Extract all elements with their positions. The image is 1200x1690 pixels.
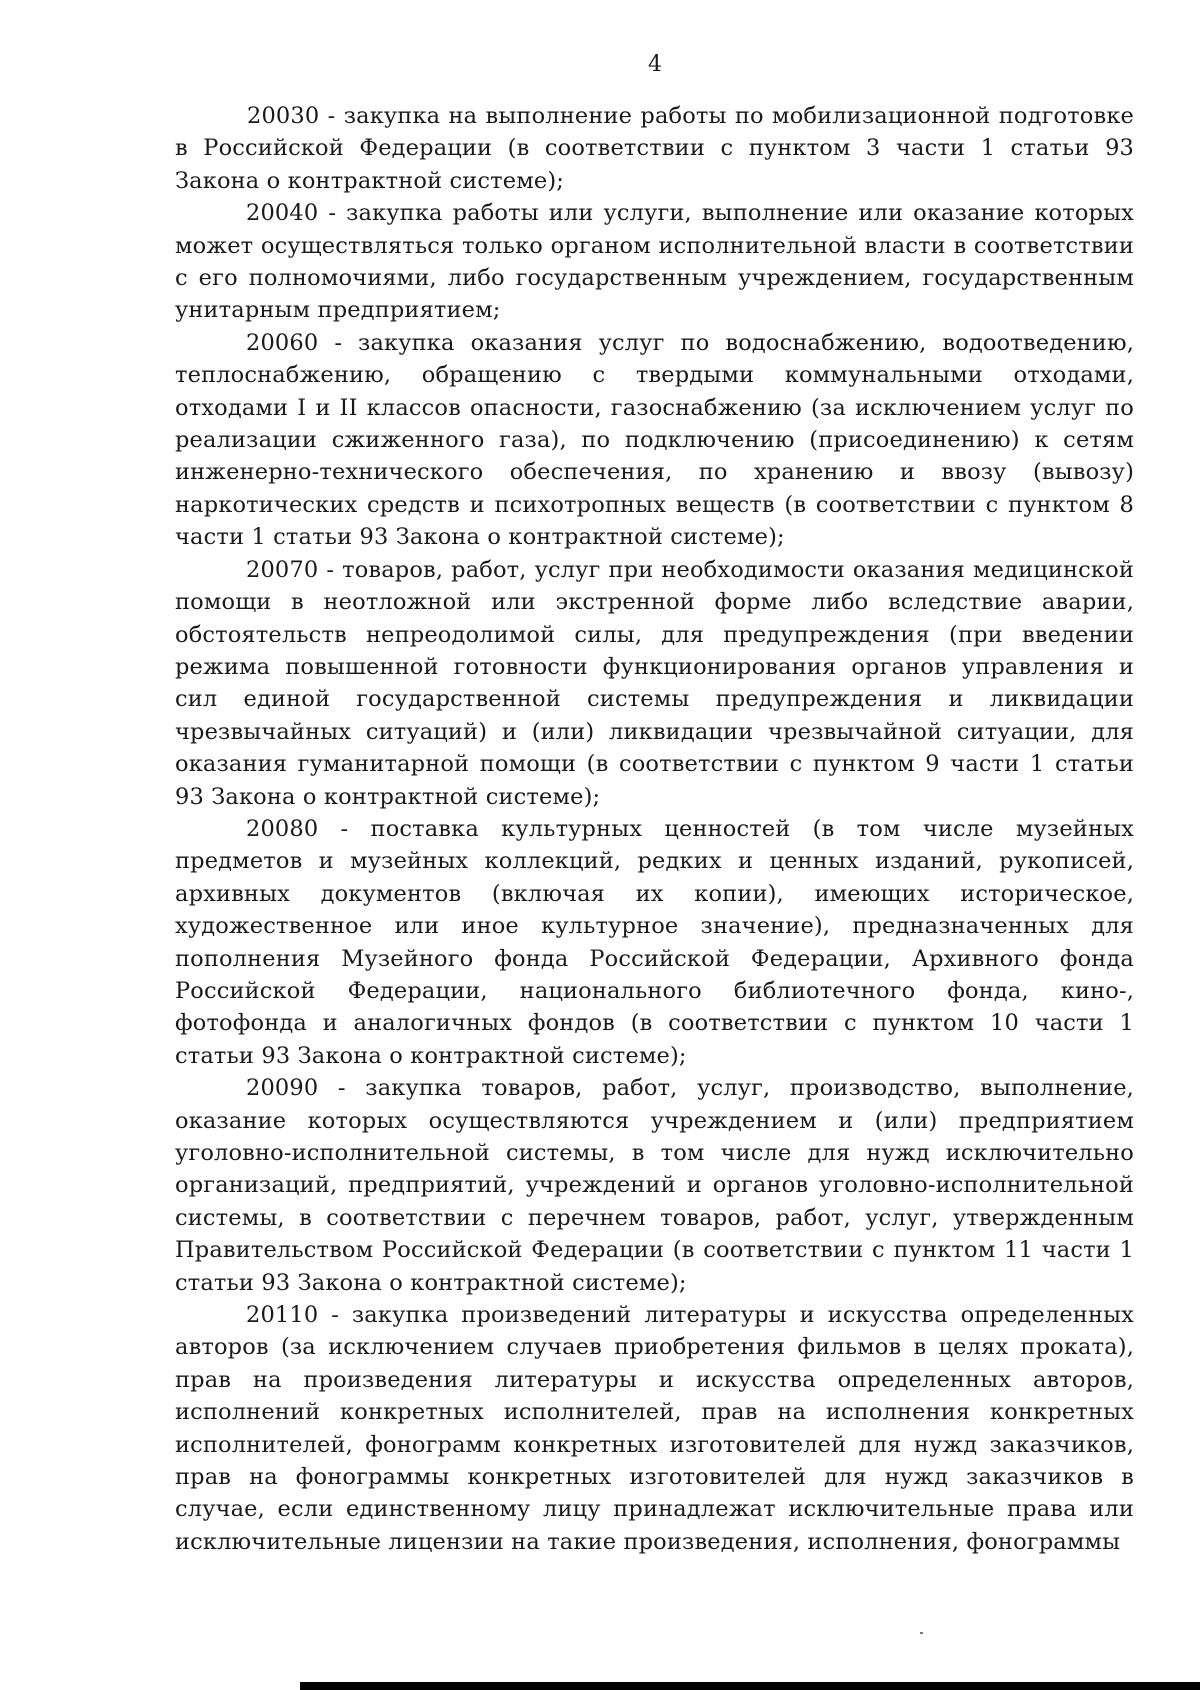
document-body [175,100,1134,1558]
paragraph-20080: 20080 - поставка культурных ценностей (в том числе музейных предметов и музейных коллекций, редких и ценных изданий, рукописей, архивных документов (включая их копии), имеющих историческое, художественное или иное культурное значение), предназначенных для пополнения Музейного фонда Российской Федерации, Архивного фонда Российской Федерации, национального библиотечного фонда, кино-, фотофонда и аналогичных фондов (в соответствии с пунктом 10 части 1 статьи 93 Закона о контрактной системе); [175,815,1134,1069]
scan-speck [920,1632,923,1634]
page-number: 4 [648,52,662,77]
paragraph-20040: 20040 - закупка работы или услуги, выполнение или оказание которых может осуществляться только органом исполнительной власти в соответствии с его полномочиями, либо государственным учреждением, государственным унитарным предприятием; [175,200,1134,324]
paragraph-20070: 20070 - товаров, работ, услуг при необходимости оказания медицинской помощи в неотложной или экстренной форме либо вследствие аварии, обстоятельств непреодолимой силы, для предупреждения (при введении режима повышенной готовности функционирования органов управления и сил единой государственной системы предупреждения и ликвидации чрезвычайных ситуаций) и (или) ликвидации чрезвычайной ситуации, для оказания гуманитарной помощи (в соответствии с пунктом 9 части 1 статьи 93 Закона о контрактной системе); [175,556,1134,810]
scan-bottom-edge [300,1682,1200,1690]
paragraph-20060: 20060 - закупка оказания услуг по водоснабжению, водоотведению, теплоснабжению, обращению с твердыми коммунальными отходами, отходами I и II классов опасности, газоснабжению (за исключением услуг по реализации сжиженного газа), по подключению (присоединению) к сетям инженерно-технического обеспечения, по хранению и ввозу (вывозу) наркотических средств и психотропных веществ (в соответствии с пунктом 8 части 1 статьи 93 Закона о контрактной системе); [175,329,1134,551]
paragraph-20110: 20110 - закупка произведений литературы и искусства определенных авторов (за исключением случаев приобретения фильмов в целях проката), прав на произведения литературы и искусства определенных авторов, исполнений конкретных исполнителей, прав на исполнения конкретных исполнителей, фонограмм конкретных изготовителей для нужд заказчиков, прав на фонограммы конкретных изготовителей для нужд заказчиков в случае, если единственному лицу принадлежат исключительные права или исключительные лицензии на такие произведения, исполнения, фонограммы [175,1302,1134,1555]
paragraph-20030: 20030 - закупка на выполнение работы по мобилизационной подготовке в Российской Федерации (в соответствии с пунктом 3 части 1 статьи 93 Закона о контрактной системе); [175,103,1134,194]
paragraph-20090: 20090 - закупка товаров, работ, услуг, производство, выполнение, оказание которых осуществляются учреждением и (или) предприятием уголовно-исполнительной системы, в том числе для нужд исключительно организаций, предприятий, учреждений и органов уголовно-исполнительной системы, в соответствии с перечнем товаров, работ, услуг, утвержденным Правительством Российской Федерации (в соответствии с пунктом 11 части 1 статьи 93 Закона о контрактной системе); [175,1075,1134,1296]
